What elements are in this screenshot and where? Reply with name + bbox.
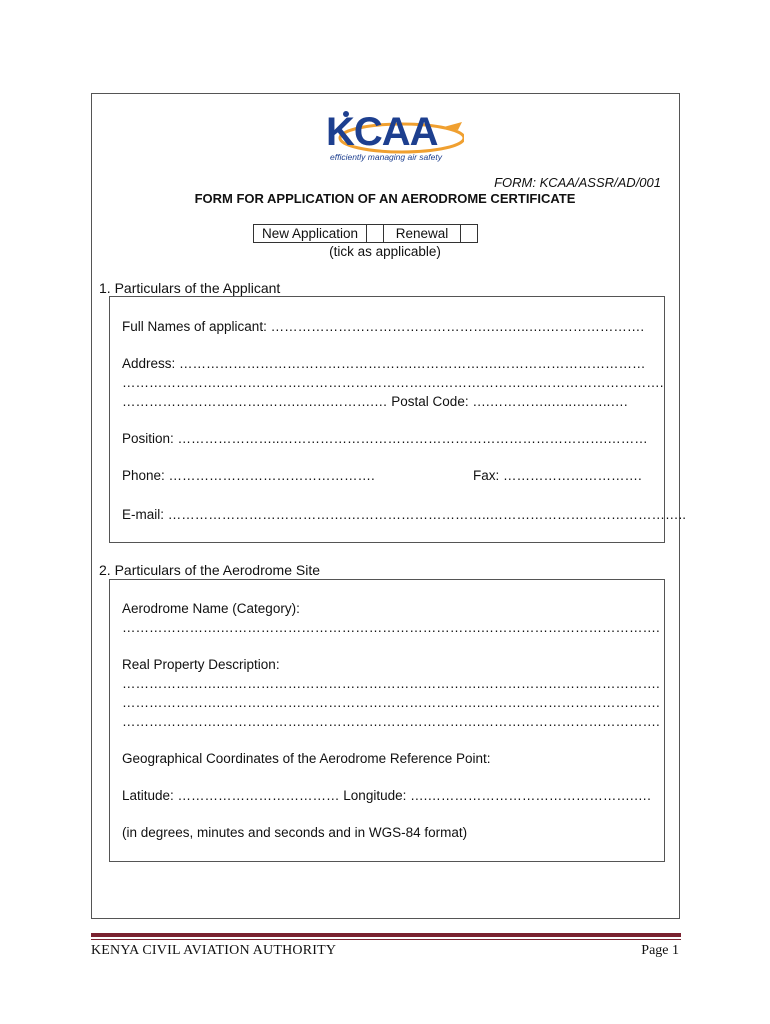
postal-code-field[interactable]: Postal Code: ….…………..…..….…..…. (391, 394, 628, 409)
coordinates-label: Geographical Coordinates of the Aerodrome Reference Point: (122, 751, 491, 766)
tick-note-text: (tick as applicable) (329, 244, 441, 259)
address-line3-row (122, 394, 628, 409)
section1-heading: 1. Particulars of the Applicant (99, 280, 281, 296)
kcaa-logo (322, 108, 464, 168)
footer-rule-thin (91, 939, 681, 940)
fax-field[interactable]: Fax: …………………………. (473, 468, 642, 483)
footer-rule-thick (91, 933, 681, 937)
email-field[interactable]: E-mail: ………………………………….…………………………..…………………………………….. (122, 507, 687, 522)
real-property-field-line2[interactable]: ………………….………………………………………………….…………………………………. (122, 695, 660, 710)
aerodrome-name-field[interactable]: ………………….………………………………………………….…………………………………. (122, 620, 660, 635)
form-code: FORM: KCAA/ASSR/AD/001 (494, 175, 661, 190)
position-field[interactable]: Position: …………………..……………………………………………………………….……… (122, 431, 648, 446)
aerodrome-name-label: Aerodrome Name (Category): (122, 601, 300, 616)
address-field-line2[interactable]: ………………….………………………………………….………………….………………………. (122, 375, 664, 390)
latitude-longitude-field[interactable]: Latitude: ……………………………… Longitude: ….……………………………………….…. (122, 788, 651, 803)
address-field-line1[interactable]: Address: …………………………………………….……………….…………………………… (122, 356, 646, 371)
form-title-text: FORM FOR APPLICATION OF AN AERODROME CERTIFICATE (194, 191, 576, 206)
real-property-label: Real Property Description: (122, 657, 280, 672)
tick-note (0, 244, 770, 259)
renewal-label: Renewal (384, 225, 461, 243)
new-application-checkbox[interactable] (367, 225, 384, 243)
address-field-line3[interactable]: …………………….…….…….….….……….… (122, 394, 388, 409)
logo-text: KCAA (326, 110, 438, 154)
real-property-field-line1[interactable]: ………………….………………………………………………….…………………………………. (122, 676, 660, 691)
real-property-field-line3[interactable]: ………………….………………………………………………….…………………………………. (122, 714, 660, 729)
coordinate-format-note: (in degrees, minutes and seconds and in WGS-84 format) (122, 825, 468, 840)
renewal-checkbox[interactable] (461, 225, 478, 243)
logo-tagline: efficiently managing air safety (330, 152, 442, 162)
full-names-field[interactable]: Full Names of applicant: ………………………………………….….…..….…………………. (122, 319, 645, 334)
section2-heading: 2. Particulars of the Aerodrome Site (99, 562, 320, 578)
form-title (0, 191, 770, 206)
footer-authority: KENYA CIVIL AVIATION AUTHORITY (91, 943, 337, 958)
phone-field[interactable]: Phone: ………………………………………. (122, 468, 375, 483)
new-application-label: New Application (254, 225, 367, 243)
page-number: Page 1 (641, 943, 679, 958)
application-type-table (253, 224, 478, 243)
